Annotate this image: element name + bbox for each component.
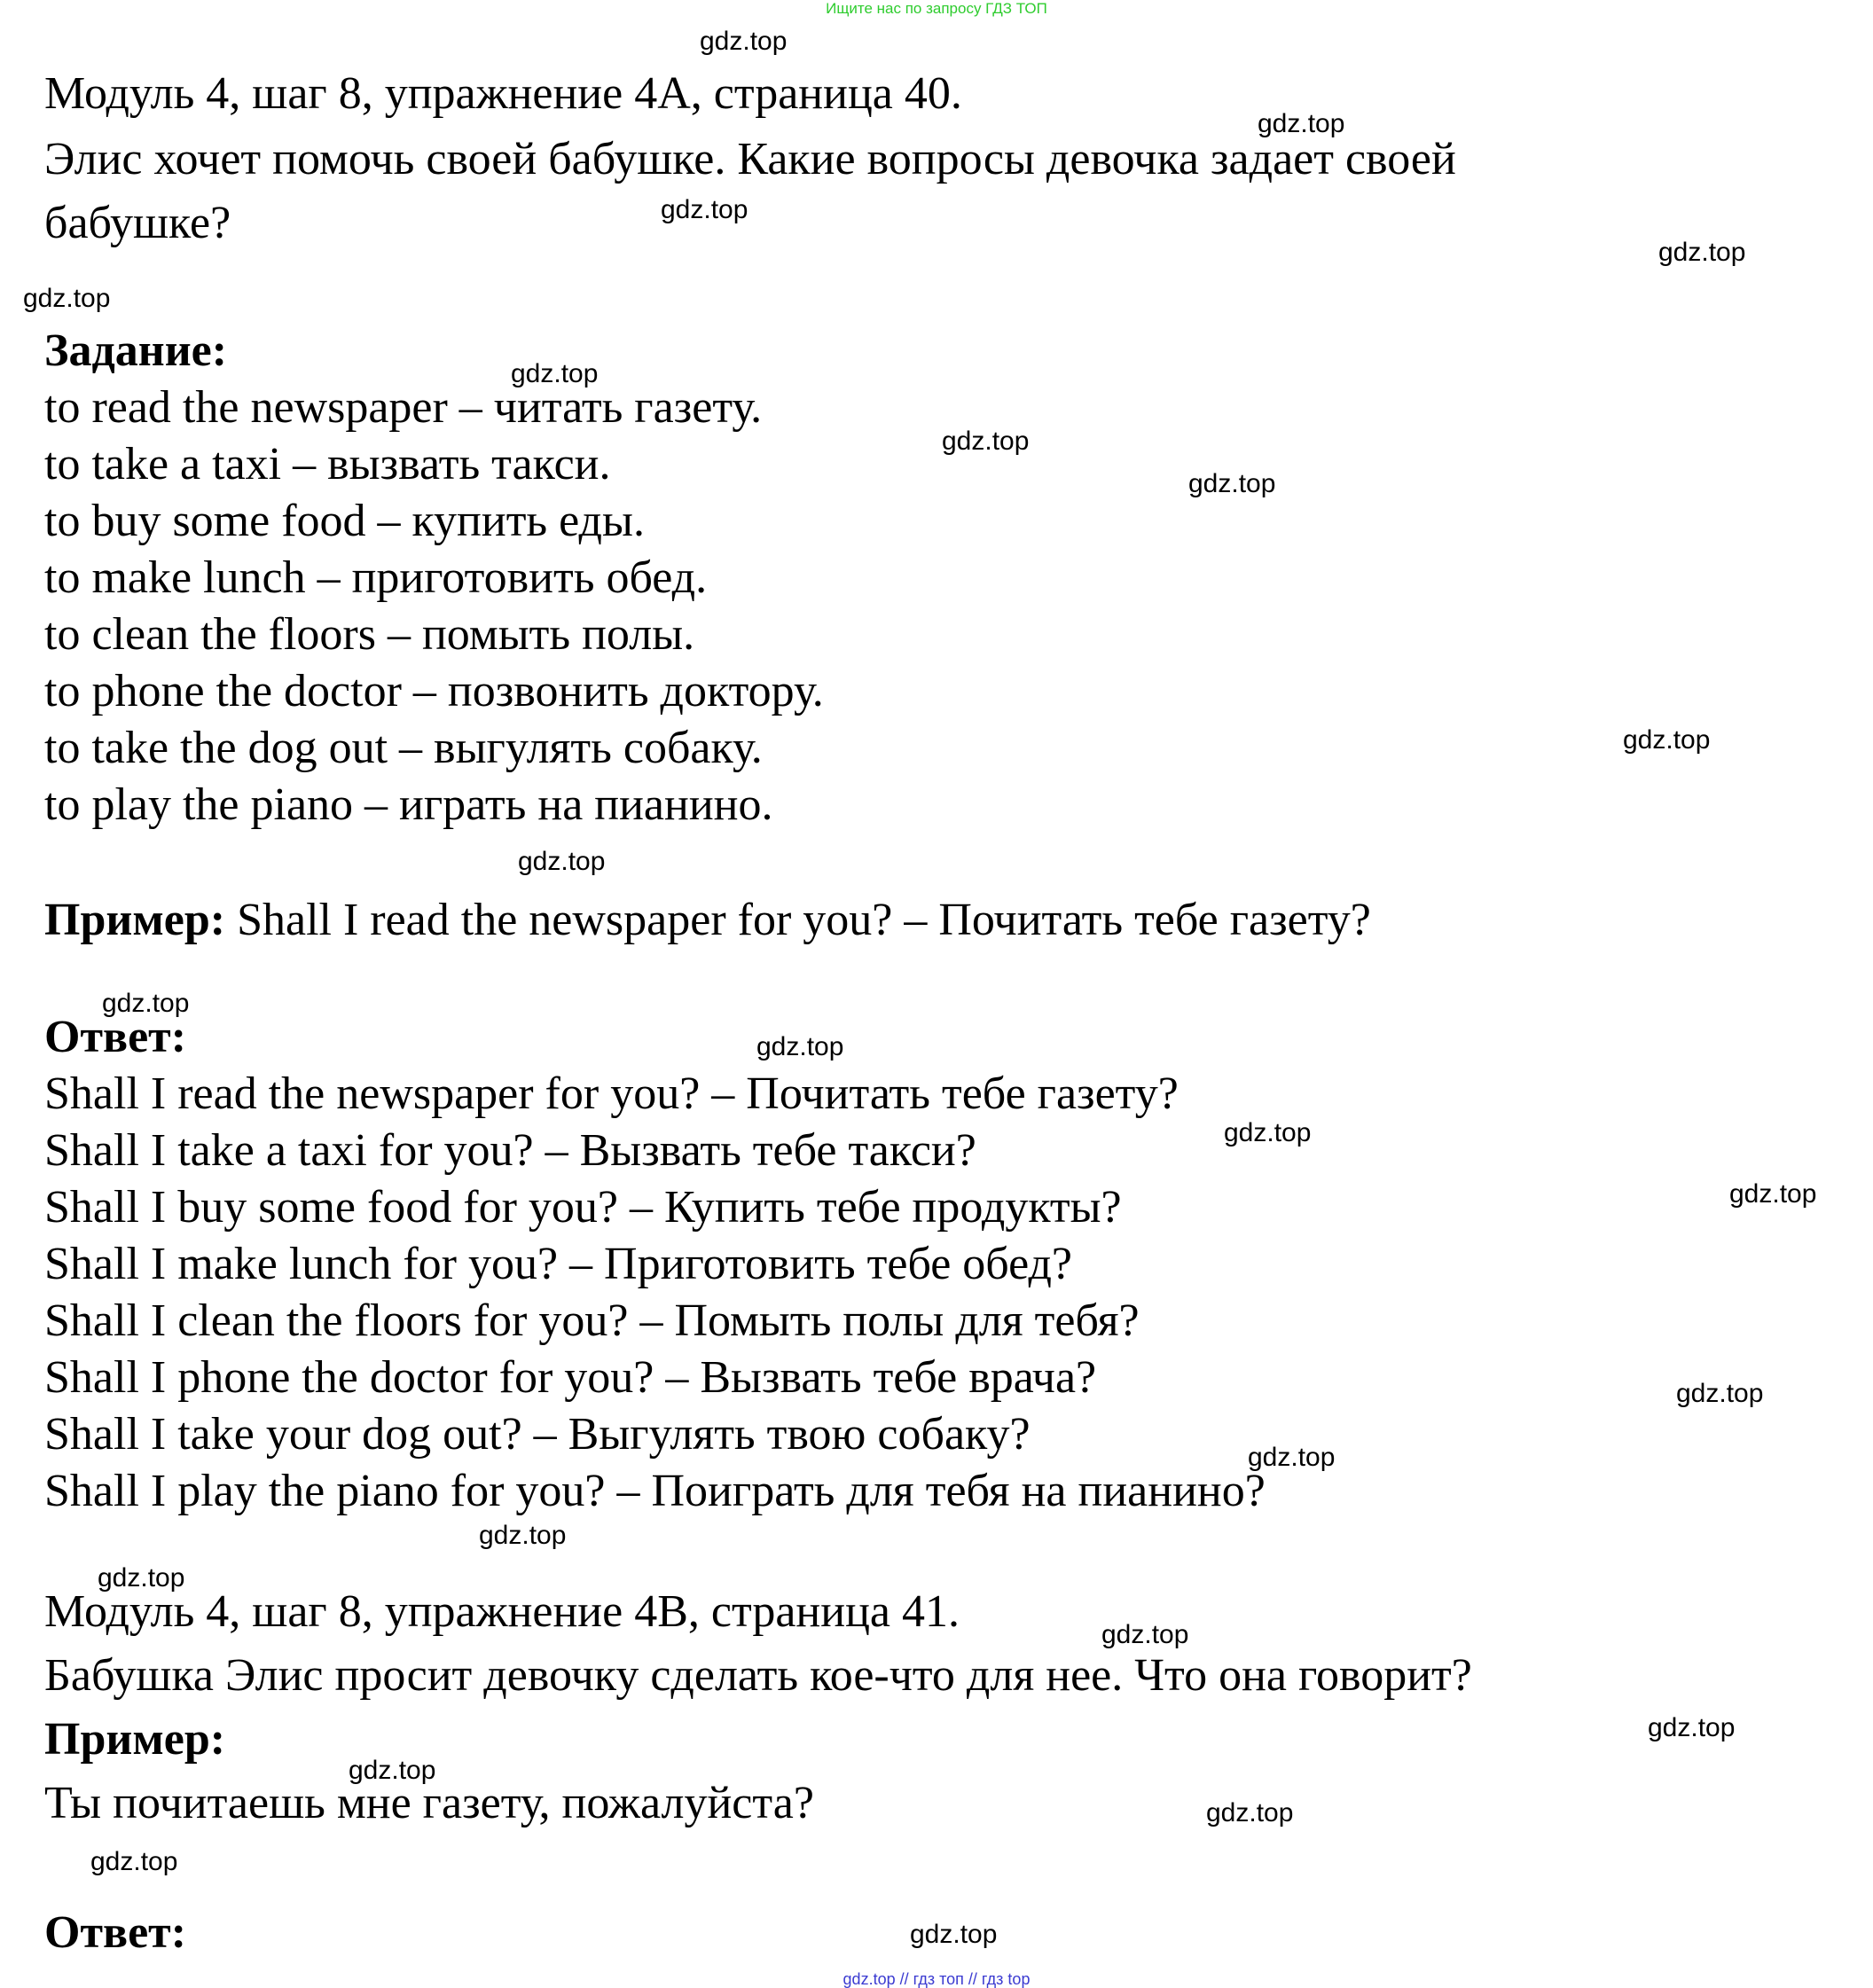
watermark: gdz.top: [511, 359, 599, 388]
task-item: to buy some food – купить еды.: [44, 496, 645, 546]
task-item: to clean the floors – помыть полы.: [44, 609, 695, 660]
task-item: to read the newspaper – читать газету.: [44, 382, 763, 433]
example-text-4b: Ты почитаешь мне газету, пожалуйста?: [44, 1778, 814, 1828]
watermark: gdz.top: [756, 1032, 844, 1061]
answer-label: Ответ:: [44, 1012, 187, 1062]
watermark: gdz.top: [1658, 238, 1746, 267]
exercise-4a-question-line1: Элис хочет помочь своей бабушке. Какие вопросы девочка задает своей: [44, 134, 1456, 184]
search-hint: Ищите нас по запросу ГДЗ ТОП: [826, 0, 1047, 17]
watermark: gdz.top: [1101, 1620, 1189, 1649]
watermark: gdz.top: [700, 27, 788, 56]
task-item: to take a taxi – вызвать такси.: [44, 439, 611, 489]
example-label-4b: Пример:: [44, 1714, 226, 1765]
answer-item: Shall I take your dog out? – Выгулять твою собаку?: [44, 1409, 1031, 1460]
exercise-4b-question: Бабушка Элис просит девочку сделать кое-что для нее. Что она говорит?: [44, 1650, 1472, 1701]
watermark: gdz.top: [942, 427, 1030, 456]
footer-links: gdz.top // гдз топ // гдз top: [842, 1970, 1031, 1988]
watermark: gdz.top: [1248, 1443, 1336, 1472]
watermark: gdz.top: [910, 1920, 998, 1949]
watermark: gdz.top: [1206, 1798, 1294, 1828]
watermark: gdz.top: [102, 989, 190, 1018]
watermark: gdz.top: [98, 1563, 185, 1593]
watermark: gdz.top: [518, 847, 606, 876]
watermark: gdz.top: [1729, 1179, 1817, 1209]
exercise-4a-question-line2: бабушке?: [44, 198, 231, 248]
watermark: gdz.top: [1188, 469, 1276, 498]
exercise-4b-title: Модуль 4, шаг 8, упражнение 4В, страница 41.: [44, 1586, 960, 1637]
task-label: Задание:: [44, 325, 228, 376]
answer-item: Shall I make lunch for you? – Приготовить тебе обед?: [44, 1239, 1073, 1289]
answer-label-4b: Ответ:: [44, 1907, 187, 1958]
answer-item: Shall I phone the doctor for you? – Вызвать тебе врача?: [44, 1352, 1097, 1403]
watermark: gdz.top: [1648, 1713, 1736, 1742]
example-label: Пример:: [44, 895, 226, 945]
answer-item: Shall I buy some food for you? – Купить тебе продукты?: [44, 1182, 1122, 1233]
watermark: gdz.top: [661, 195, 748, 224]
watermark: gdz.top: [1224, 1118, 1312, 1147]
answer-item: Shall I take a taxi for you? – Вызвать тебе такси?: [44, 1125, 976, 1176]
watermark: gdz.top: [349, 1756, 436, 1785]
watermark: gdz.top: [1623, 725, 1711, 755]
watermark: gdz.top: [90, 1847, 178, 1876]
answer-item: Shall I play the piano for you? – Поиграть для тебя на пианино?: [44, 1466, 1266, 1516]
watermark: gdz.top: [1258, 109, 1345, 138]
task-item: to phone the doctor – позвонить доктору.: [44, 666, 824, 716]
answer-item: Shall I clean the floors for you? – Помыть полы для тебя?: [44, 1295, 1140, 1346]
example-4a: [44, 894, 1371, 947]
exercise-4a-title: Модуль 4, шаг 8, упражнение 4А, страница 40.: [44, 68, 962, 119]
task-item: to play the piano – играть на пианино.: [44, 779, 773, 830]
task-item: to make lunch – приготовить обед.: [44, 552, 708, 603]
example-text: Shall I read the newspaper for you? – Почитать тебе газету?: [225, 895, 1371, 945]
watermark: gdz.top: [1676, 1379, 1764, 1408]
answer-item: Shall I read the newspaper for you? – Почитать тебе газету?: [44, 1068, 1179, 1119]
watermark: gdz.top: [23, 284, 111, 313]
watermark: gdz.top: [479, 1521, 567, 1550]
task-item: to take the dog out – выгулять собаку.: [44, 723, 763, 773]
